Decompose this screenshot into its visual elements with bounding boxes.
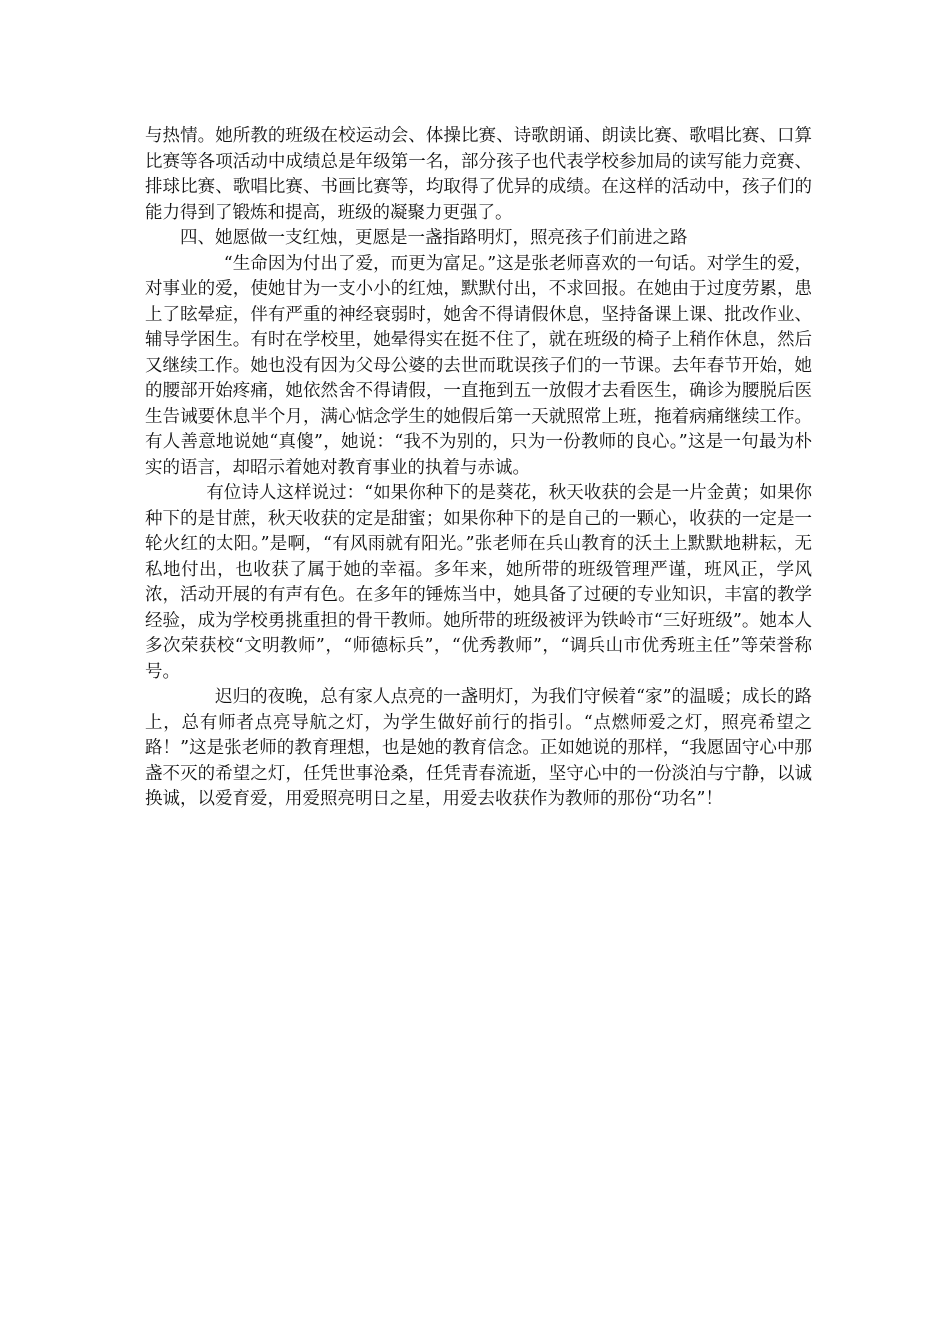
paragraph-poet-quote: 有位诗人这样说过：“如果你种下的是葵花，秋天收获的会是一片金黄；如果你种下的是甘蔗，秋天收获的定是甜蜜；如果你种下的是自己的一颗心，收获的一定是一轮火红的太阳。”是啊，“有风雨就有阳光。”张老师在兵山教育的沃土上默默地耕耘，无私地付出，也收获了属于她的幸福。多年来，她所带的班级管理严谨，班风正，学风浓，活动开展的有声有色。在多年的锤炼当中，她具备了过硬的专业知识，丰富的教学经验，成为学校勇挑重担的骨干教师。她所带的班级被评为铁岭市“三好班级”。她本人多次荣获校“文明教师”，“师德标兵”，“优秀教师”，“调兵山市优秀班主任”等荣誉称号。 bbox=[145, 483, 812, 682]
section-heading-four: 四、她愿做一支红烛，更愿是一盏指路明灯，照亮孩子们前进之路 bbox=[180, 228, 688, 248]
paragraph-activities: 与热情。她所教的班级在校运动会、体操比赛、诗歌朗诵、朗读比赛、歌唱比赛、口算比赛等各项活动中成绩总是年级第一名，部分孩子也代表学校参加局的读写能力竞赛、排球比赛、歌唱比赛、书画比赛等，均取得了优异的成绩。在这样的活动中，孩子们的能力得到了锻炼和提高，班级的凝聚力更强了。 bbox=[145, 126, 812, 223]
paragraph-red-candle: “生命因为付出了爱，而更为富足。”这是张老师喜欢的一句话。对学生的爱，对事业的爱，使她甘为一支小小的红烛，默默付出，不求回报。在她由于过度劳累，患上了眩晕症，伴有严重的神经衰弱时，她舍不得请假休息，坚持备课上课、批改作业、辅导学困生。有时在学校里，她晕得实在挺不住了，就在班级的椅子上稍作休息，然后又继续工作。她也没有因为父母公婆的去世而耽误孩子们的一节课。去年春节开始，她的腰部开始疼痛，她依然舍不得请假，一直拖到五一放假才去看医生，确诊为腰脱后医生告诫要休息半个月，满心惦念学生的她假后第一天就照常上班，拖着病痛继续工作。有人善意地说她“真傻”，她说：“我不为别的，只为一份教师的良心。”这是一句最为朴实的语言，却昭示着她对教育事业的执着与赤诚。 bbox=[145, 253, 812, 478]
document-body bbox=[145, 124, 812, 813]
paragraph-closing: 迟归的夜晚，总有家人点亮的一盏明灯，为我们守候着“家”的温暖；成长的路上，总有师者点亮导航之灯，为学生做好前行的指引。“点燃师爱之灯，照亮希望之路！”这是张老师的教育理想，也是她的教育信念。正如她说的那样，“我愿固守心中那盏不灭的希望之灯，任凭世事沧桑，任凭青春流逝，坚守心中的一份淡泊与宁静，以诚换诚，以爱育爱，用爱照亮明日之星，用爱去收获作为教师的那份“功名”！ bbox=[145, 687, 812, 809]
